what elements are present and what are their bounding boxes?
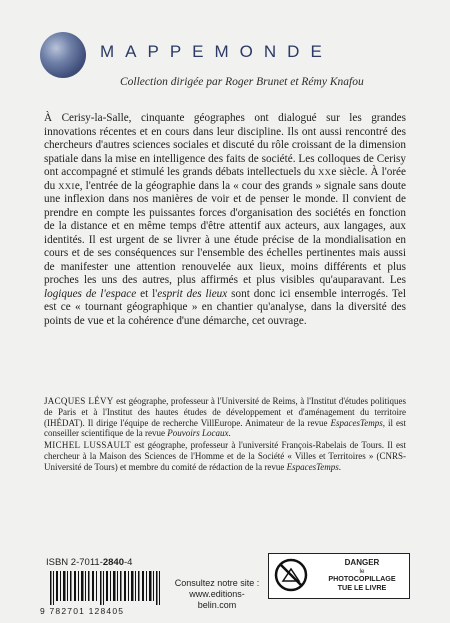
barcode-number: 9 782701 128405 [40,606,125,616]
italic-title: logiques de l'espace [44,287,137,300]
main-description [44,112,406,328]
isbn-number: 2840 [102,557,124,568]
description-text: sont donc ici ensemble interrogés. Tel est ce « tournant géographique » en chantier qu'analyse, dans la diversité des points de vue et la cohérence d'une démarche, cet ouvrage. [44,287,406,327]
danger-slogan-line: TUE LE LIVRE [337,582,387,592]
series-subtitle: Collection dirigée par Roger Brunet et Rémy Knafou [120,76,364,88]
photocopy-warning-badge [268,553,410,599]
barcode-icon [50,571,162,605]
isbn-prefix: ISBN 2-7011- [46,557,103,568]
danger-small-text: le [359,568,365,575]
century-numeral: XX [318,167,332,177]
description-text: e, l'entrée de la géographie dans la « cour des grands » signale sans doute une inflexion dans nos manières de voir et de penser le monde. Il convient de prendre en compte les puissantes forces d'organisation des sociétés en fonction de la distance et en même temps d'être attentif aux acteurs, aux langages, aux identités. Il est urgent de se livrer à une étude précise de la mondialisation en cours et de ses conséquences sur l'ensemble des échelles pertinentes mais aussi de manifester une attention renouvelée aux lieux, moins différents et plus proches les uns des autres, plus affirmés et plus visibles qu'auparavant. Les [44,179,406,286]
globe-logo-icon [40,32,86,78]
bio-text: est géographe, professeur à l'université François-Rabelais de Tours. Il est chercheur à la Maison des Sciences de l'Homme et de la Société « Villes et Territoires » (CNRS-Université de Tours) et membre du comité de rédaction de la revue [44,440,406,472]
italic-title: esprit des lieux [157,287,228,300]
century-numeral: XXI [58,180,75,191]
author-bio-levy [44,396,406,439]
crossed-book-icon [273,557,309,593]
isbn-suffix: -4 [124,557,133,568]
bio-text: est géographe, professeur à l'Université de Reims, à l'Institut d'études politiques de Paris et à l'Institut des hautes études de développement et d'aménagement du territoire (IHÉDAT). Il dirige l'équipe de recherche VillEurope. Animateur de la revue [44,396,406,428]
danger-title: DANGER [344,558,380,567]
series-title: MAPPEMONDE [100,42,333,61]
author-name: MICHEL LUSSAULT [44,440,132,451]
journal-title: EspacesTemps [286,461,339,472]
publisher-website [172,578,262,611]
website-label: Consultez notre site : [174,578,260,588]
author-bios [44,396,406,474]
author-bio-lussault [44,440,406,472]
bio-text: , il est conseiller scientifique de la revue [44,417,406,439]
description-text: e siècle. À l'orée du [44,166,406,192]
isbn [46,557,132,568]
journal-title: Pouvoirs Locaux [167,428,229,439]
bio-text: . [338,461,342,472]
description-text: et l' [136,287,158,300]
danger-slogan [317,575,407,592]
website-url[interactable]: www.editions-belin.com [189,589,245,610]
description-text: À Cerisy-la-Salle, cinquante géographes ont dialogué sur les grandes innovations récentes et en cours dans leur discipline. Ils ont aussi rencontré des chercheurs d'autres sciences sociales et discuté du rôle croissant de la dimension spatiale dans la mise en intelligence des faits de société. Les colloques de Cerisy ont accompagné et stimulé les grands débats intellectuels du [44,112,406,178]
bio-text: . [228,428,231,439]
author-name: JACQUES LÉVY [44,396,114,406]
danger-slogan-line: PHOTOCOPILLAGE [328,574,396,583]
journal-title: EspacesTemps [330,417,383,428]
